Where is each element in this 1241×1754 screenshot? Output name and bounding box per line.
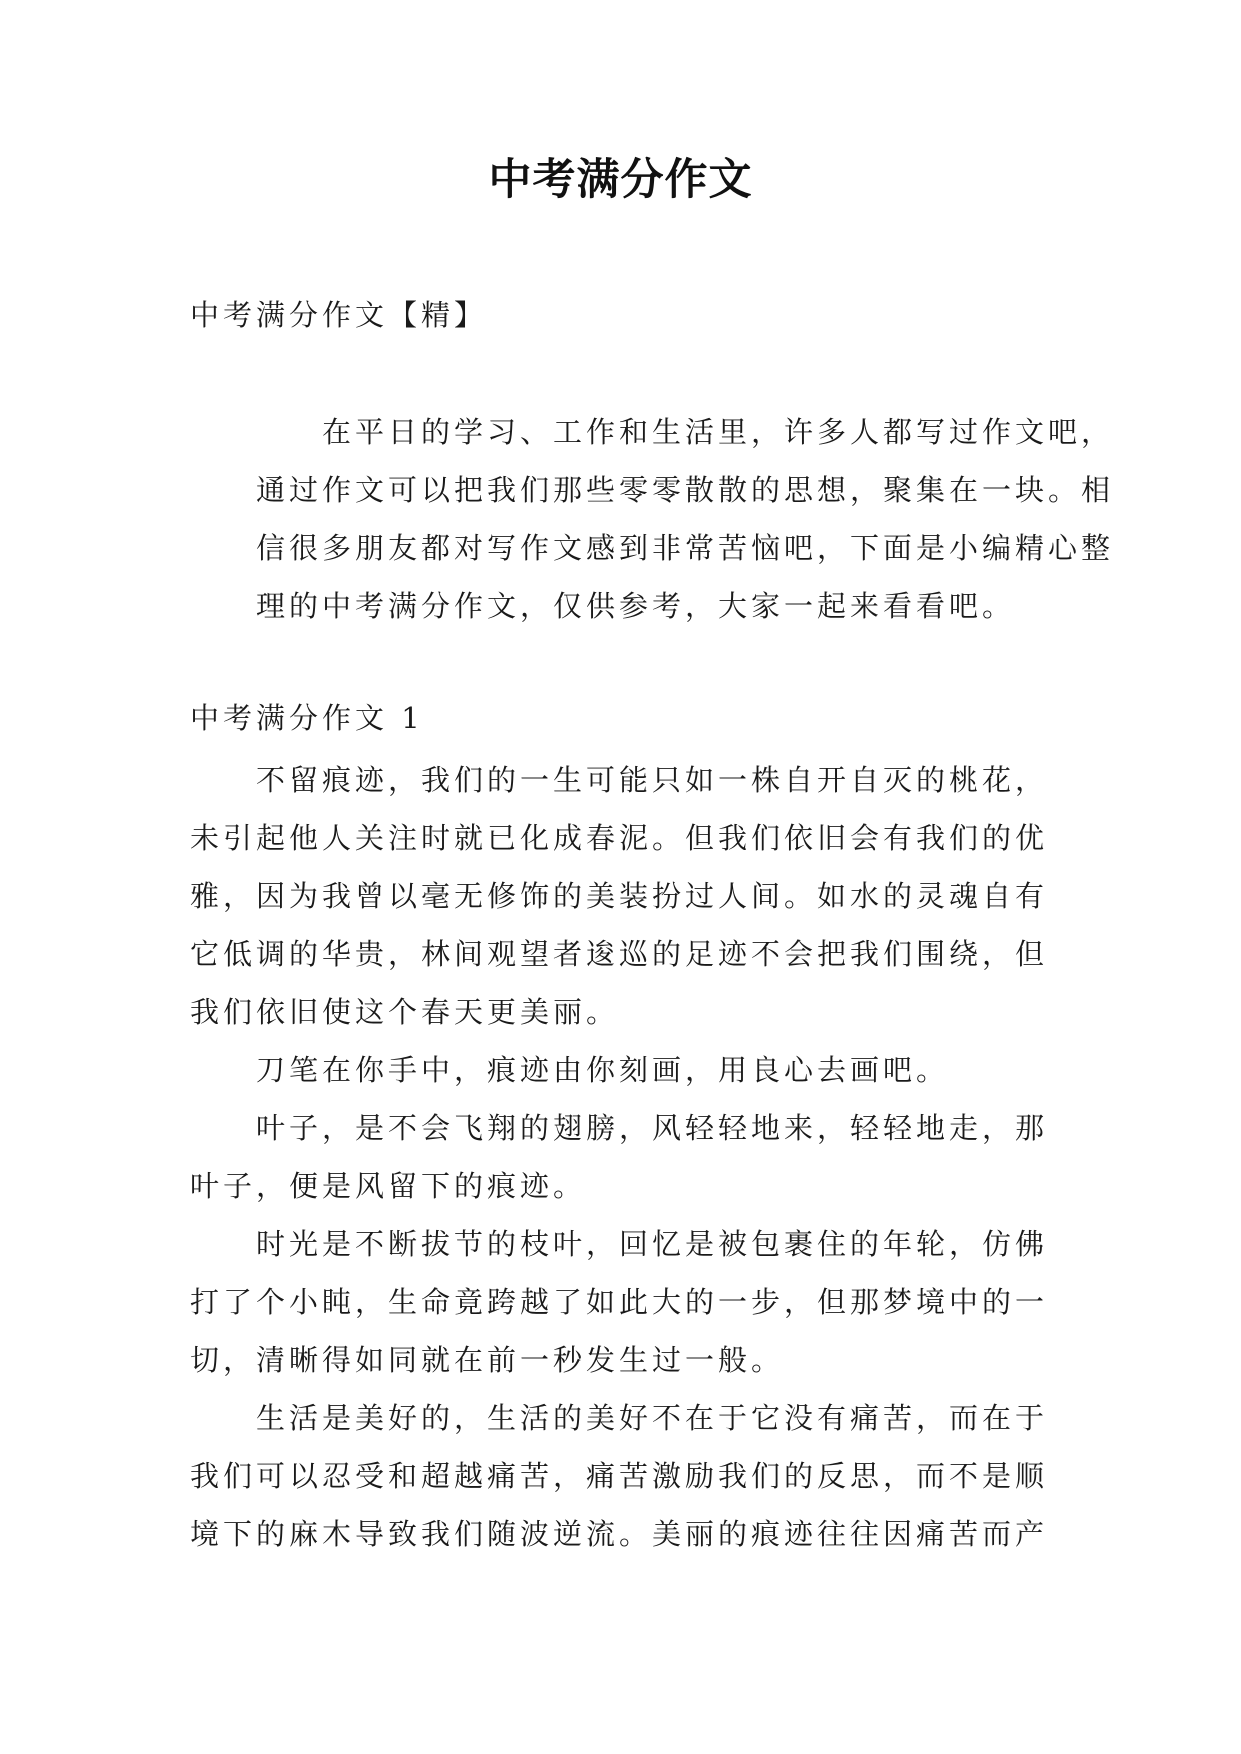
body-paragraph [190, 1389, 1060, 1563]
body-paragraph [190, 1215, 1060, 1389]
paragraph-line: 叶子，便是风留下的痕迹。 [190, 1169, 587, 1203]
section-heading: 中考满分作文 1 [190, 701, 424, 735]
intro-line: 理的中考满分作文，仅供参考，大家一起来看看吧。 [256, 589, 1016, 623]
paragraph-line: 我们可以忍受和超越痛苦，痛苦激励我们的反思，而不是顺 [190, 1459, 1049, 1493]
paragraph-line: 切，清晰得如同就在前一秒发生过一般。 [190, 1343, 785, 1377]
paragraph-line: 未引起他人关注时就已化成春泥。但我们依旧会有我们的优 [190, 821, 1049, 855]
paragraph-line: 生活是美好的，生活的美好不在于它没有痛苦，而在于 [256, 1401, 1049, 1435]
document-title: 中考满分作文 [488, 155, 753, 205]
document-subtitle: 中考满分作文【精】 [190, 298, 488, 332]
paragraph-line: 不留痕迹，我们的一生可能只如一株自开自灭的桃花， [256, 763, 1049, 797]
paragraph-line: 叶子，是不会飞翔的翅膀，风轻轻地来，轻轻地走，那 [256, 1111, 1049, 1145]
body-paragraph [190, 1099, 1060, 1215]
intro-line: 在平日的学习、工作和生活里，许多人都写过作文吧， [322, 415, 1115, 449]
paragraph-line: 刀笔在你手中，痕迹由你刻画，用良心去画吧。 [256, 1053, 950, 1087]
paragraph-line: 我们依旧使这个春天更美丽。 [190, 995, 620, 1029]
intro-paragraph [190, 403, 1115, 635]
body-paragraph [190, 1041, 1060, 1099]
paragraph-line: 打了个小盹，生命竟跨越了如此大的一步，但那梦境中的一 [190, 1285, 1049, 1319]
intro-line: 通过作文可以把我们那些零零散散的思想，聚集在一块。相 [256, 473, 1115, 507]
paragraph-line: 它低调的华贵，林间观望者逡巡的足迹不会把我们围绕，但 [190, 937, 1049, 971]
paragraph-line: 雅，因为我曾以毫无修饰的美装扮过人间。如水的灵魂自有 [190, 879, 1049, 913]
intro-line: 信很多朋友都对写作文感到非常苦恼吧，下面是小编精心整 [256, 531, 1115, 565]
paragraph-line: 时光是不断拔节的枝叶，回忆是被包裹住的年轮，仿佛 [256, 1227, 1049, 1261]
body-paragraph [190, 751, 1060, 1041]
paragraph-line: 境下的麻木导致我们随波逆流。美丽的痕迹往往因痛苦而产 [190, 1517, 1049, 1551]
